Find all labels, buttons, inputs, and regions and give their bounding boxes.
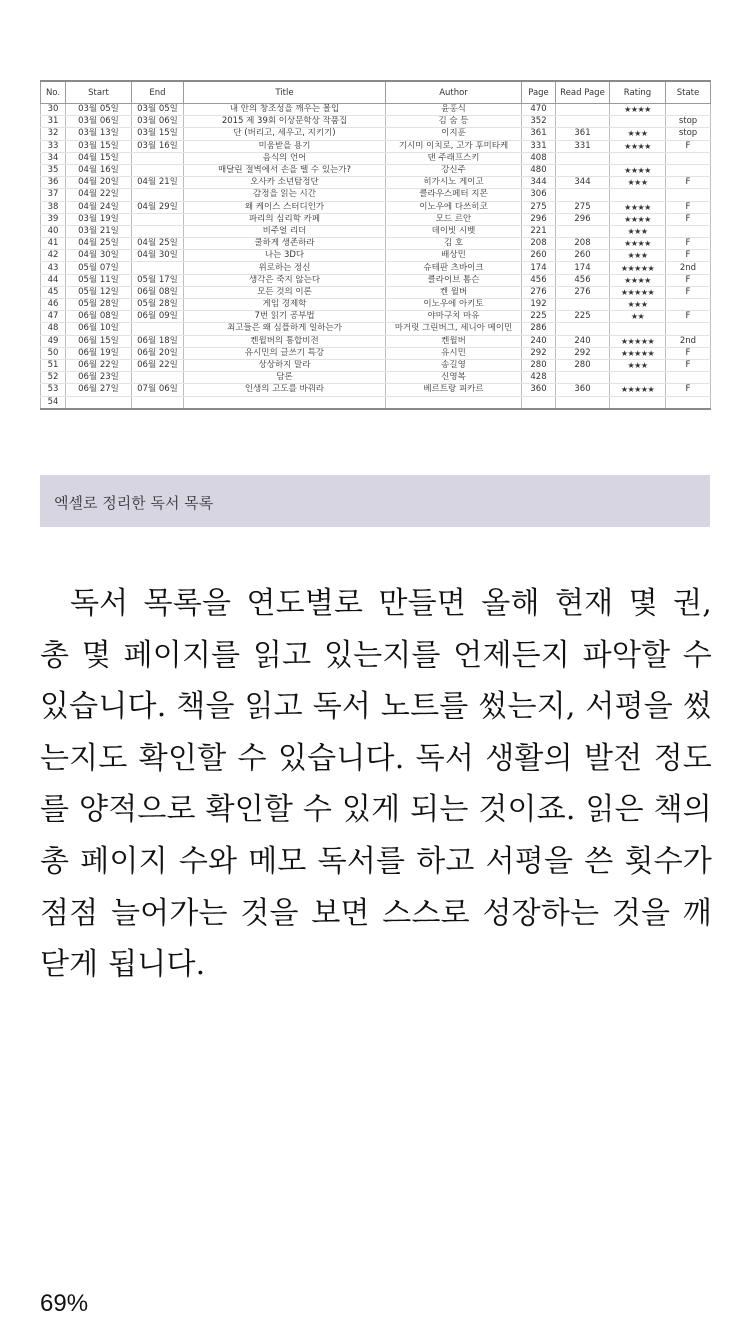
cell-read-page: 280 xyxy=(556,359,610,371)
cell-title: 쿨하게 생존하라 xyxy=(184,238,386,250)
cell-state: F xyxy=(666,140,711,152)
cell-state xyxy=(666,372,711,384)
cell-read-page: 260 xyxy=(556,250,610,262)
cell-state: stop xyxy=(666,128,711,140)
cell-start: 03월 13일 xyxy=(66,128,132,140)
table-row xyxy=(41,372,711,384)
cell-page: 221 xyxy=(522,225,556,237)
cell-author: 강신주 xyxy=(386,164,522,176)
cell-state: F xyxy=(666,250,711,262)
cell-end: 06월 22일 xyxy=(132,359,184,371)
cell-title: 생각은 죽지 않는다 xyxy=(184,274,386,286)
cell-title: 위로하는 정신 xyxy=(184,262,386,274)
cell-state: F xyxy=(666,359,711,371)
cell-rating: ★★★★★ xyxy=(610,335,666,347)
cell-rating: ★★★★★ xyxy=(610,347,666,359)
column-header-title: Title xyxy=(184,81,386,104)
cell-author: 마거릿 그린버그, 세니아 메이민 xyxy=(386,323,522,335)
cell-end: 07월 06일 xyxy=(132,384,184,396)
cell-start: 05월 12일 xyxy=(66,286,132,298)
cell-title: 나는 3D다 xyxy=(184,250,386,262)
reading-progress: 69% xyxy=(40,1290,89,1317)
figure-caption xyxy=(40,475,710,527)
column-header-page: Page xyxy=(522,81,556,104)
table-row xyxy=(41,104,711,116)
cell-page: 275 xyxy=(522,201,556,213)
table-row xyxy=(41,359,711,371)
column-header-end: End xyxy=(132,81,184,104)
cell-start xyxy=(66,396,132,409)
table-row xyxy=(41,286,711,298)
cell-state xyxy=(666,189,711,201)
cell-title: 비주얼 리더 xyxy=(184,225,386,237)
cell-state: F xyxy=(666,347,711,359)
cell-end xyxy=(132,189,184,201)
cell-page: 331 xyxy=(522,140,556,152)
cell-read-page: 292 xyxy=(556,347,610,359)
cell-author: 클라이브 톰슨 xyxy=(386,274,522,286)
cell-rating: ★★★ xyxy=(610,128,666,140)
cell-author: 신영복 xyxy=(386,372,522,384)
cell-author: 기시미 이치로, 고가 후미타케 xyxy=(386,140,522,152)
cell-start: 04월 24일 xyxy=(66,201,132,213)
table-row xyxy=(41,250,711,262)
cell-read-page xyxy=(556,189,610,201)
table-row xyxy=(41,225,711,237)
cell-read-page xyxy=(556,323,610,335)
table-row xyxy=(41,274,711,286)
cell-title: 감정을 읽는 시간 xyxy=(184,189,386,201)
cell-author: 야마구치 마유 xyxy=(386,311,522,323)
cell-rating: ★★★ xyxy=(610,299,666,311)
cell-end: 04월 21일 xyxy=(132,177,184,189)
cell-title: 인생의 고도를 바꿔라 xyxy=(184,384,386,396)
cell-rating: ★★★★★ xyxy=(610,262,666,274)
cell-title: 유시민의 글쓰기 특강 xyxy=(184,347,386,359)
cell-read-page: 225 xyxy=(556,311,610,323)
cell-state: F xyxy=(666,311,711,323)
table-row xyxy=(41,299,711,311)
cell-read-page: 456 xyxy=(556,274,610,286)
cell-no: 53 xyxy=(41,384,66,396)
cell-start: 03월 19일 xyxy=(66,213,132,225)
cell-author: 유시민 xyxy=(386,347,522,359)
cell-title: 미움받을 용기 xyxy=(184,140,386,152)
cell-rating: ★★★ xyxy=(610,250,666,262)
cell-start: 04월 16일 xyxy=(66,164,132,176)
cell-end xyxy=(132,262,184,274)
cell-title: 담론 xyxy=(184,372,386,384)
caption-text: 엑셀로 정리한 독서 목록 xyxy=(54,494,214,512)
cell-end: 04월 29일 xyxy=(132,201,184,213)
cell-start: 06월 19일 xyxy=(66,347,132,359)
cell-author: 이노우에 다쓰히코 xyxy=(386,201,522,213)
cell-page: 292 xyxy=(522,347,556,359)
cell-rating xyxy=(610,396,666,409)
cell-rating: ★★★ xyxy=(610,177,666,189)
cell-read-page xyxy=(556,225,610,237)
cell-read-page: 275 xyxy=(556,201,610,213)
cell-read-page xyxy=(556,152,610,164)
cell-page xyxy=(522,396,556,409)
table-row xyxy=(41,164,711,176)
cell-author: 켄윌버 xyxy=(386,335,522,347)
cell-page: 456 xyxy=(522,274,556,286)
cell-page: 276 xyxy=(522,286,556,298)
table-row xyxy=(41,323,711,335)
cell-start: 04월 25일 xyxy=(66,238,132,250)
cell-end: 06월 18일 xyxy=(132,335,184,347)
cell-page: 470 xyxy=(522,104,556,116)
cell-rating: ★★★★ xyxy=(610,213,666,225)
cell-start: 03월 06일 xyxy=(66,116,132,128)
cell-title: 음식의 언어 xyxy=(184,152,386,164)
table-row xyxy=(41,262,711,274)
cell-title: 파리의 심리학 카페 xyxy=(184,213,386,225)
cell-read-page xyxy=(556,299,610,311)
cell-end: 06월 08일 xyxy=(132,286,184,298)
cell-read-page xyxy=(556,372,610,384)
table-row xyxy=(41,201,711,213)
cell-no: 40 xyxy=(41,225,66,237)
cell-rating: ★★★★★ xyxy=(610,384,666,396)
cell-end xyxy=(132,213,184,225)
cell-start: 06월 15일 xyxy=(66,335,132,347)
column-header-read-page: Read Page xyxy=(556,81,610,104)
table-row xyxy=(41,177,711,189)
cell-state xyxy=(666,152,711,164)
cell-state: F xyxy=(666,238,711,250)
cell-end: 04월 30일 xyxy=(132,250,184,262)
cell-page: 260 xyxy=(522,250,556,262)
cell-title: 왜 케이스 스터디인가 xyxy=(184,201,386,213)
cell-start: 06월 08일 xyxy=(66,311,132,323)
cell-title: 상상하지 말라 xyxy=(184,359,386,371)
cell-page: 296 xyxy=(522,213,556,225)
cell-end xyxy=(132,152,184,164)
cell-end: 05월 17일 xyxy=(132,274,184,286)
cell-no: 46 xyxy=(41,299,66,311)
cell-read-page: 360 xyxy=(556,384,610,396)
cell-no: 54 xyxy=(41,396,66,409)
cell-rating: ★★★★ xyxy=(610,238,666,250)
cell-start: 03월 05일 xyxy=(66,104,132,116)
body-paragraph: 독서 목록을 연도별로 만들면 올해 현재 몇 권, 총 몇 페이지를 읽고 있는지를 언제든지 파악할 수 있습니다. 책을 읽고 독서 노트를 썼는지, 서평을 썼는지도 확인할 수 있습니다. 독서 생활의 발전 정도를 양적으로 확인할 수 있게 되는 것이죠. 읽은 책의 총 페이지 수와 메모 독서를 하고 서평을 쓴 횟수가 점점 늘어가는 것을 보면 스스로 성장하는 것을 깨닫게 됩니다. xyxy=(40,586,712,983)
column-header-state: State xyxy=(666,81,711,104)
cell-state xyxy=(666,323,711,335)
table-header-row xyxy=(41,81,711,104)
cell-rating: ★★ xyxy=(610,311,666,323)
cell-title xyxy=(184,396,386,409)
cell-read-page: 174 xyxy=(556,262,610,274)
cell-page: 360 xyxy=(522,384,556,396)
cell-state: 2nd xyxy=(666,262,711,274)
table-row xyxy=(41,152,711,164)
cell-title: 모든 것의 이론 xyxy=(184,286,386,298)
cell-no: 45 xyxy=(41,286,66,298)
cell-rating: ★★★★ xyxy=(610,164,666,176)
cell-title: 게임 경제학 xyxy=(184,299,386,311)
cell-rating xyxy=(610,152,666,164)
cell-state: 2nd xyxy=(666,335,711,347)
cell-no: 47 xyxy=(41,311,66,323)
cell-start: 03월 15일 xyxy=(66,140,132,152)
cell-no: 32 xyxy=(41,128,66,140)
cell-end: 03월 15일 xyxy=(132,128,184,140)
cell-author: 베르트랑 피카르 xyxy=(386,384,522,396)
cell-page: 352 xyxy=(522,116,556,128)
cell-no: 51 xyxy=(41,359,66,371)
cell-no: 36 xyxy=(41,177,66,189)
cell-start: 06월 10일 xyxy=(66,323,132,335)
column-header-no: No. xyxy=(41,81,66,104)
cell-read-page: 344 xyxy=(556,177,610,189)
cell-end xyxy=(132,396,184,409)
cell-author xyxy=(386,396,522,409)
cell-rating xyxy=(610,323,666,335)
table-row xyxy=(41,238,711,250)
cell-title: 단 (버리고, 세우고, 지키기) xyxy=(184,128,386,140)
cell-rating: ★★★ xyxy=(610,225,666,237)
table-row xyxy=(41,140,711,152)
cell-start: 04월 15일 xyxy=(66,152,132,164)
cell-title: 2015 제 39회 이상문학상 작품집 xyxy=(184,116,386,128)
table-row xyxy=(41,116,711,128)
cell-read-page: 331 xyxy=(556,140,610,152)
reading-list-table xyxy=(40,80,711,410)
cell-page: 408 xyxy=(522,152,556,164)
table-row xyxy=(41,384,711,396)
cell-state xyxy=(666,225,711,237)
cell-start: 05월 11일 xyxy=(66,274,132,286)
cell-state: F xyxy=(666,274,711,286)
cell-author: 배상민 xyxy=(386,250,522,262)
cell-author: 히가시노 게이고 xyxy=(386,177,522,189)
cell-author: 댄 주래프스키 xyxy=(386,152,522,164)
cell-end: 03월 05일 xyxy=(132,104,184,116)
cell-page: 306 xyxy=(522,189,556,201)
table-row xyxy=(41,213,711,225)
column-header-rating: Rating xyxy=(610,81,666,104)
reading-list-table-image xyxy=(40,80,710,410)
column-header-start: Start xyxy=(66,81,132,104)
cell-page: 225 xyxy=(522,311,556,323)
cell-rating: ★★★ xyxy=(610,359,666,371)
cell-state: F xyxy=(666,286,711,298)
cell-read-page xyxy=(556,116,610,128)
cell-no: 52 xyxy=(41,372,66,384)
cell-read-page: 276 xyxy=(556,286,610,298)
cell-no: 30 xyxy=(41,104,66,116)
cell-end xyxy=(132,372,184,384)
cell-end: 05월 28일 xyxy=(132,299,184,311)
table-row xyxy=(41,311,711,323)
cell-no: 35 xyxy=(41,164,66,176)
cell-no: 41 xyxy=(41,238,66,250)
cell-page: 174 xyxy=(522,262,556,274)
cell-state xyxy=(666,104,711,116)
cell-end xyxy=(132,323,184,335)
cell-rating xyxy=(610,189,666,201)
cell-title: 최고들은 왜 심플하게 일하는가 xyxy=(184,323,386,335)
cell-author: 송길영 xyxy=(386,359,522,371)
cell-page: 192 xyxy=(522,299,556,311)
cell-no: 48 xyxy=(41,323,66,335)
cell-rating: ★★★★ xyxy=(610,274,666,286)
cell-no: 49 xyxy=(41,335,66,347)
cell-rating xyxy=(610,372,666,384)
cell-author: 윤홍식 xyxy=(386,104,522,116)
cell-no: 42 xyxy=(41,250,66,262)
cell-no: 33 xyxy=(41,140,66,152)
cell-start: 04월 22일 xyxy=(66,189,132,201)
cell-rating xyxy=(610,116,666,128)
cell-title: 매달린 절벽에서 손을 뗄 수 있는가? xyxy=(184,164,386,176)
column-header-author: Author xyxy=(386,81,522,104)
table-row xyxy=(41,128,711,140)
table-row xyxy=(41,335,711,347)
cell-rating: ★★★★ xyxy=(610,201,666,213)
cell-start: 04월 20일 xyxy=(66,177,132,189)
cell-no: 50 xyxy=(41,347,66,359)
cell-read-page: 208 xyxy=(556,238,610,250)
cell-author: 클라우스페터 지몬 xyxy=(386,189,522,201)
cell-no: 39 xyxy=(41,213,66,225)
cell-start: 05월 07일 xyxy=(66,262,132,274)
cell-author: 데이빗 시벳 xyxy=(386,225,522,237)
cell-read-page: 240 xyxy=(556,335,610,347)
cell-no: 31 xyxy=(41,116,66,128)
cell-end: 06월 09일 xyxy=(132,311,184,323)
table-row xyxy=(41,347,711,359)
cell-rating: ★★★★★ xyxy=(610,286,666,298)
cell-author: 이노우에 아키토 xyxy=(386,299,522,311)
cell-page: 240 xyxy=(522,335,556,347)
cell-page: 344 xyxy=(522,177,556,189)
cell-read-page: 296 xyxy=(556,213,610,225)
cell-page: 286 xyxy=(522,323,556,335)
cell-state: F xyxy=(666,384,711,396)
cell-start: 06월 27일 xyxy=(66,384,132,396)
cell-author: 슈테판 츠바이크 xyxy=(386,262,522,274)
cell-state xyxy=(666,299,711,311)
cell-title: 7번 읽기 공부법 xyxy=(184,311,386,323)
cell-title: 켄윌버의 통합비전 xyxy=(184,335,386,347)
cell-author: 켄 윌버 xyxy=(386,286,522,298)
cell-page: 280 xyxy=(522,359,556,371)
table-row xyxy=(41,396,711,409)
cell-start: 04월 30일 xyxy=(66,250,132,262)
cell-page: 361 xyxy=(522,128,556,140)
cell-end: 06월 20일 xyxy=(132,347,184,359)
cell-no: 44 xyxy=(41,274,66,286)
cell-state xyxy=(666,396,711,409)
cell-end: 04월 25일 xyxy=(132,238,184,250)
cell-no: 34 xyxy=(41,152,66,164)
cell-start: 03월 21일 xyxy=(66,225,132,237)
cell-start: 06월 22일 xyxy=(66,359,132,371)
cell-author: 이지훈 xyxy=(386,128,522,140)
cell-author: 김 숨 등 xyxy=(386,116,522,128)
cell-page: 428 xyxy=(522,372,556,384)
cell-read-page xyxy=(556,104,610,116)
cell-author: 모드 르안 xyxy=(386,213,522,225)
cell-state: stop xyxy=(666,116,711,128)
cell-page: 480 xyxy=(522,164,556,176)
cell-state: F xyxy=(666,201,711,213)
cell-start: 05월 28일 xyxy=(66,299,132,311)
cell-read-page: 361 xyxy=(556,128,610,140)
cell-no: 38 xyxy=(41,201,66,213)
cell-no: 43 xyxy=(41,262,66,274)
table-row xyxy=(41,189,711,201)
cell-end xyxy=(132,164,184,176)
cell-state: F xyxy=(666,177,711,189)
cell-read-page xyxy=(556,164,610,176)
cell-rating: ★★★★ xyxy=(610,140,666,152)
cell-page: 208 xyxy=(522,238,556,250)
cell-state: F xyxy=(666,213,711,225)
cell-start: 06월 23일 xyxy=(66,372,132,384)
cell-end: 03월 16일 xyxy=(132,140,184,152)
cell-no: 37 xyxy=(41,189,66,201)
cell-rating: ★★★★ xyxy=(610,104,666,116)
cell-end: 03월 06일 xyxy=(132,116,184,128)
cell-state xyxy=(666,164,711,176)
cell-title: 오사카 소년탐정단 xyxy=(184,177,386,189)
cell-title: 내 안의 창조성을 깨우는 몰입 xyxy=(184,104,386,116)
cell-read-page xyxy=(556,396,610,409)
cell-end xyxy=(132,225,184,237)
cell-author: 김 호 xyxy=(386,238,522,250)
